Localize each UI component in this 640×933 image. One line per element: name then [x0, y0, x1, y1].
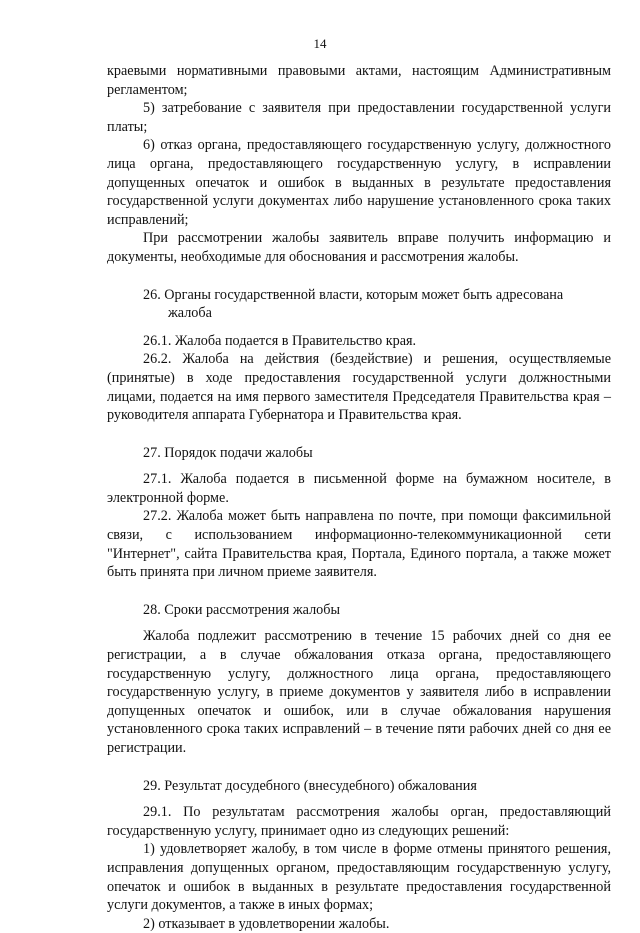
paragraph-29-1-item-1: 1) удовлетворяет жалобу, в том числе в форме отмены принятого решения, исправления допущенных органом, предоставляющим государственную услугу, опечаток и ошибок в выданных в результате предоставления государственной услуги документов, а также в иных формах; — [107, 841, 611, 914]
paragraph-27-1: 27.1. Жалоба подается в письменной форме на бумажном носителе, в электронной форме. — [107, 471, 611, 506]
paragraph-regulations-continuation: краевыми нормативными правовыми актами, настоящим Административным регламентом; — [107, 63, 611, 98]
section-28-heading: 28. Сроки рассмотрения жалобы — [143, 601, 341, 618]
paragraph-29-1-item-2: 2) отказывает в удовлетворении жалобы. — [143, 915, 390, 932]
section-26-heading — [107, 286, 611, 323]
paragraph-item-6: 6) отказ органа, предоставляющего государственную услугу, должностного лица органа, предоставляющего государственную услугу, в исправлении допущенных опечаток и ошибок в выданных в результате предоставления государственной услуги документах либо нарушение установленного срока таких исправлений; — [107, 137, 611, 228]
document-body — [107, 62, 611, 933]
paragraph-complaint-review-info: При рассмотрении жалобы заявитель вправе получить информацию и документы, необходимые для обоснования и рассмотрения жалобы. — [107, 230, 611, 265]
section-26-heading-line2: жалоба — [168, 305, 212, 322]
page-number: 14 — [313, 36, 327, 51]
section-29-heading: 29. Результат досудебного (внесудебного) обжалования — [143, 777, 477, 794]
paragraph-28: Жалоба подлежит рассмотрению в течение 15 рабочих дней со дня ее регистрации, а в случае обжалования отказа органа, предоставляющего государственную услугу, должностного лица органа, предоставляющего государственную услугу, в приеме документов у заявителя либо в исправлении допущенных опечаток и ошибок, или в случае обжалования нарушения установленного срока таких исправлений – в течение пяти рабочих дней со дня ее регистрации. — [107, 628, 611, 756]
section-26-heading-line1: 26. Органы государственной власти, которым может быть адресована — [143, 286, 564, 303]
paragraph-26-2: 26.2. Жалоба на действия (бездействие) и решения, осуществляемые (принятые) в ходе предоставления государственной услуги должностными лицами, подается на имя первого заместителя Председателя Правительства края – руководителя аппарата Губернатора и Правительства края. — [107, 351, 611, 424]
section-27-heading: 27. Порядок подачи жалобы — [143, 444, 313, 461]
paragraph-item-5: 5) затребование с заявителя при предоставлении государственной услуги платы; — [107, 100, 611, 135]
paragraph-29-1: 29.1. По результатам рассмотрения жалобы орган, предоставляющий государственную услугу, принимает одно из следующих решений: — [107, 804, 611, 839]
paragraph-26-1: 26.1. Жалоба подается в Правительство края. — [143, 332, 417, 349]
paragraph-27-2: 27.2. Жалоба может быть направлена по почте, при помощи факсимильной связи, с использованием информационно-телекоммуникационной сети "Интернет", сайта Правительства края, Портала, Единого портала, а также может быть принята при личном приеме заявителя. — [107, 508, 611, 581]
